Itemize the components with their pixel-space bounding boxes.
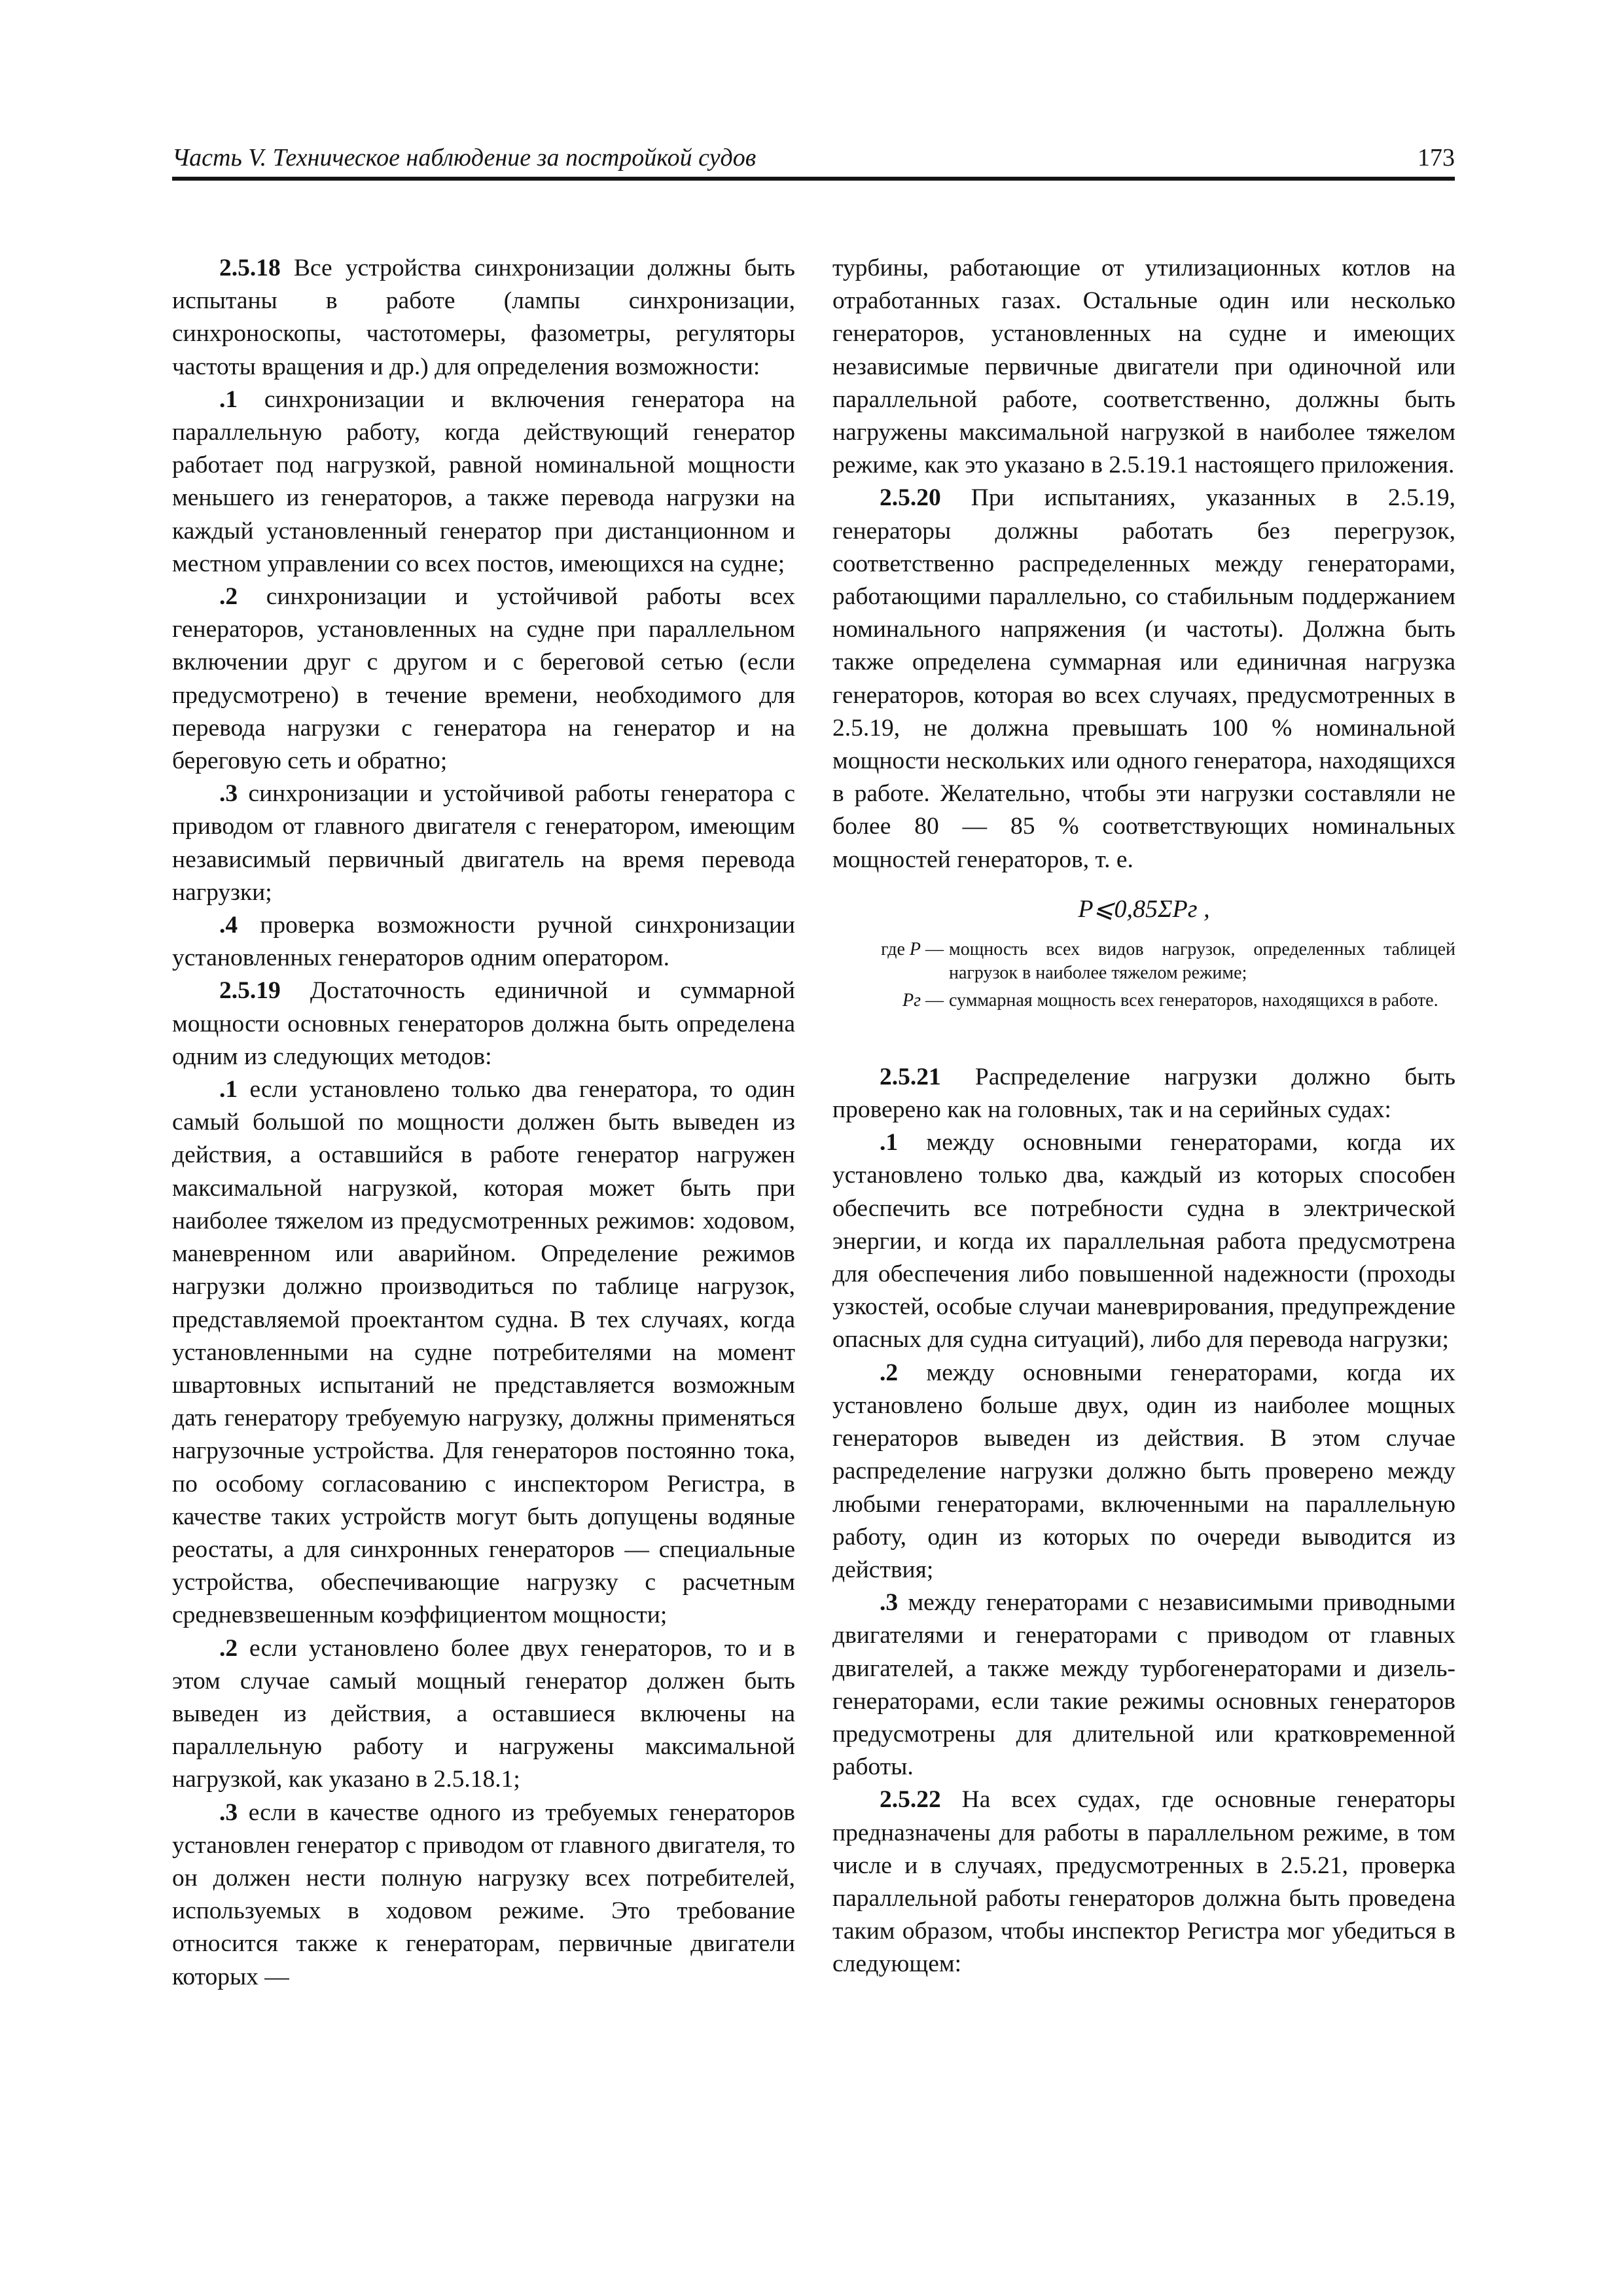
paragraph-text: между основными генераторами, когда их установлено больше двух, один из наиболее мощных генераторов выведен из действия. В этом случае распределение нагрузки должно быть проверено между любыми генераторами, включенными на параллельную работу, один из которых по очереди выводится из действия; bbox=[832, 1359, 1455, 1583]
paragraph bbox=[832, 482, 1455, 876]
paragraph bbox=[832, 1126, 1455, 1356]
paragraph bbox=[172, 252, 795, 384]
clause-number: 2.5.19 bbox=[219, 977, 281, 1005]
item-number: .2 bbox=[219, 1634, 238, 1662]
item-number: .2 bbox=[880, 1359, 899, 1386]
formula: P⩽0,85ΣPг , bbox=[1078, 895, 1210, 923]
paragraph-text: При испытаниях, указанных в 2.5.19, генераторы должны работать без перегрузок, соответственно распределенных между генераторами, работающими параллельно, со стабильным поддержанием номинального напряжения (и частоты). Должна быть также определена суммарная или единичная нагрузка генераторов, которая во всех случаях, предусмотренных в 2.5.19, не должна превышать 100 % номинальной мощности нескольких или одного генератора, находящихся в работе. Желательно, чтобы эти нагрузки составляли не более 80 — 85 % соответствующих номинальных мощностей генераторов, т. е. bbox=[832, 484, 1455, 873]
item-number: .3 bbox=[880, 1589, 899, 1617]
legend-prefix: где bbox=[881, 939, 910, 960]
paragraph-text: На всех судах, где основные генераторы предназначены для работы в параллельном режиме, в том числе и в случаях, предусмотренных в 2.5.21, проверка параллельной работы генераторов должна быть проведена таким образом, чтобы инспектор Регистра мог убедиться в следующем: bbox=[832, 1786, 1455, 1978]
symbol-legend bbox=[832, 938, 1455, 1013]
paragraph bbox=[832, 1784, 1455, 1981]
item-number: .1 bbox=[219, 386, 238, 413]
paragraph bbox=[832, 1357, 1455, 1587]
item-number: .1 bbox=[219, 1076, 238, 1103]
item-number: .3 bbox=[219, 780, 238, 808]
paragraph-text: между генераторами с независимыми приводными двигателями и генераторами с приводом от главных двигателей, а также между турбогенераторами и дизель-генераторами, если такие режимы основных генераторов предусмотрены для длительной или кратковременной работы. bbox=[832, 1589, 1455, 1781]
item-number: .3 bbox=[219, 1799, 238, 1826]
legend-text: мощность всех видов нагрузок, определенных таблицей нагрузок в наиболее тяжелом режиме; bbox=[949, 939, 1455, 983]
item-number: .2 bbox=[219, 583, 238, 611]
paragraph-text: если в качестве одного из требуемых генераторов установлен генератор с приводом от главного двигателя, то он должен нести полную нагрузку всех потребителей, используемых в ходовом режиме. Это требование относится также к генераторам, первичные двигатели которых — bbox=[172, 1799, 795, 1990]
page-number: 173 bbox=[1418, 144, 1455, 171]
legend-dash: — bbox=[921, 990, 944, 1011]
paragraph-continuation bbox=[832, 252, 1455, 482]
running-header bbox=[172, 139, 1455, 181]
paragraph bbox=[172, 909, 795, 975]
legend-row bbox=[832, 938, 1455, 985]
paragraph-text: если установлено только два генератора, то один самый большой по мощности должен быть выведен из действия, а оставшийся в работе генератор нагружен максимальной нагрузкой, которая может быть при наиболее тяжелом из предусмотренных режимов: ходовом, маневренном или аварийном. Определение режимов нагрузки должно производиться по таблице нагрузок, представляемой проектантом судна. В тех случаях, когда установленными на судне потребителями на момент швартовных испытаний не представляется возможным дать генератору требуемую нагрузку, должны применяться нагрузочные устройства. Для генераторов постоянно тока, по особому согласованию с инспектором Регистра, в качестве таких устройств могут быть допущены водяные реостаты, а для синхронных генераторов — специальные устройства, обеспечивающие нагрузку с расчетным средневзвешенным коэффициентом мощности; bbox=[172, 1076, 795, 1629]
item-number: .1 bbox=[880, 1129, 899, 1157]
paragraph-text: Распределение нагрузки должно быть проверено как на головных, так и на серийных судах: bbox=[832, 1063, 1455, 1124]
paragraph bbox=[172, 1073, 795, 1632]
header-title: Часть V. Техническое наблюдение за постройкой судов bbox=[172, 144, 757, 171]
paragraph-text: синхронизации и устойчивой работы всех генераторов, установленных на судне при параллельном включении друг с другом и с береговой сетью (если предусмотрено) в течение времени, необходимого для перевода нагрузки с генератора на генератор и на береговую сеть и обратно; bbox=[172, 583, 795, 775]
paragraph-text: турбины, работающие от утилизационных котлов на отработанных газах. Остальные один или несколько генераторов, установленных на судне и имеющих независимые первичные двигатели при одиночной или параллельной работе, соответственно, должны быть нагружены максимальной нагрузкой в наиболее тяжелом режиме, как это указано в 2.5.19.1 настоящего приложения. bbox=[832, 255, 1455, 479]
paragraph bbox=[172, 581, 795, 778]
paragraph bbox=[172, 975, 795, 1073]
paragraph-text: между основными генераторами, когда их установлено только два, каждый из которых способен обеспечить все потребности судна в электрической энергии, и когда их параллельная работа предусмотрена для обеспечения либо повышенной надежности (проходы узкостей, особые случаи маневрирования, предупреждение опасных для судна ситуаций), либо для перевода нагрузки; bbox=[832, 1129, 1455, 1354]
paragraph bbox=[172, 384, 795, 581]
legend-symbol: Pг bbox=[902, 990, 921, 1011]
clause-number: 2.5.18 bbox=[219, 255, 281, 281]
clause-number: 2.5.21 bbox=[880, 1063, 941, 1090]
paragraph-text: синхронизации и устойчивой работы генератора с приводом от главного двигателя с генератором, имеющим независимый первичный двигатель на время перевода нагрузки; bbox=[172, 780, 795, 906]
paragraph bbox=[832, 1587, 1455, 1784]
paragraph-text: Достаточность единичной и суммарной мощности основных генераторов должна быть определена одним из следующих методов: bbox=[172, 977, 795, 1070]
left-column bbox=[172, 252, 795, 1994]
paragraph-text: проверка возможности ручной синхронизации установленных генераторов одним оператором. bbox=[172, 912, 795, 972]
legend-symbol: P bbox=[909, 939, 921, 960]
paragraph-text: синхронизации и включения генератора на параллельную работу, когда действующий генератор работает под нагрузкой, равной номинальной мощности меньшего из генераторов, а также перевода нагрузки на каждый установленный генератор при дистанционном и местном управлении со всех постов, имеющихся на судне; bbox=[172, 386, 795, 577]
paragraph bbox=[172, 1797, 795, 1994]
paragraph bbox=[172, 778, 795, 909]
clause-number: 2.5.20 bbox=[880, 484, 941, 512]
paragraph bbox=[832, 1061, 1455, 1126]
legend-row bbox=[832, 989, 1455, 1013]
paragraph bbox=[172, 1632, 795, 1797]
paragraph-text: Все устройства синхронизации должны быть испытаны в работе (лампы синхронизации, синхроноскопы, частотомеры, фазометры, регуляторы частоты вращения и др.) для определения возможности: bbox=[172, 255, 795, 380]
legend-text: суммарная мощность всех генераторов, находящихся в работе. bbox=[949, 990, 1438, 1011]
legend-dash: — bbox=[921, 939, 944, 960]
clause-number: 2.5.22 bbox=[880, 1786, 941, 1814]
paragraph-text: если установлено более двух генераторов, то и в этом случае самый мощный генератор должен быть выведен из действия, а оставшиеся включены на параллельную работу и нагружены максимальной нагрузкой, как указано в 2.5.18.1; bbox=[172, 1634, 795, 1793]
item-number: .4 bbox=[219, 912, 238, 939]
right-column bbox=[832, 252, 1455, 1981]
